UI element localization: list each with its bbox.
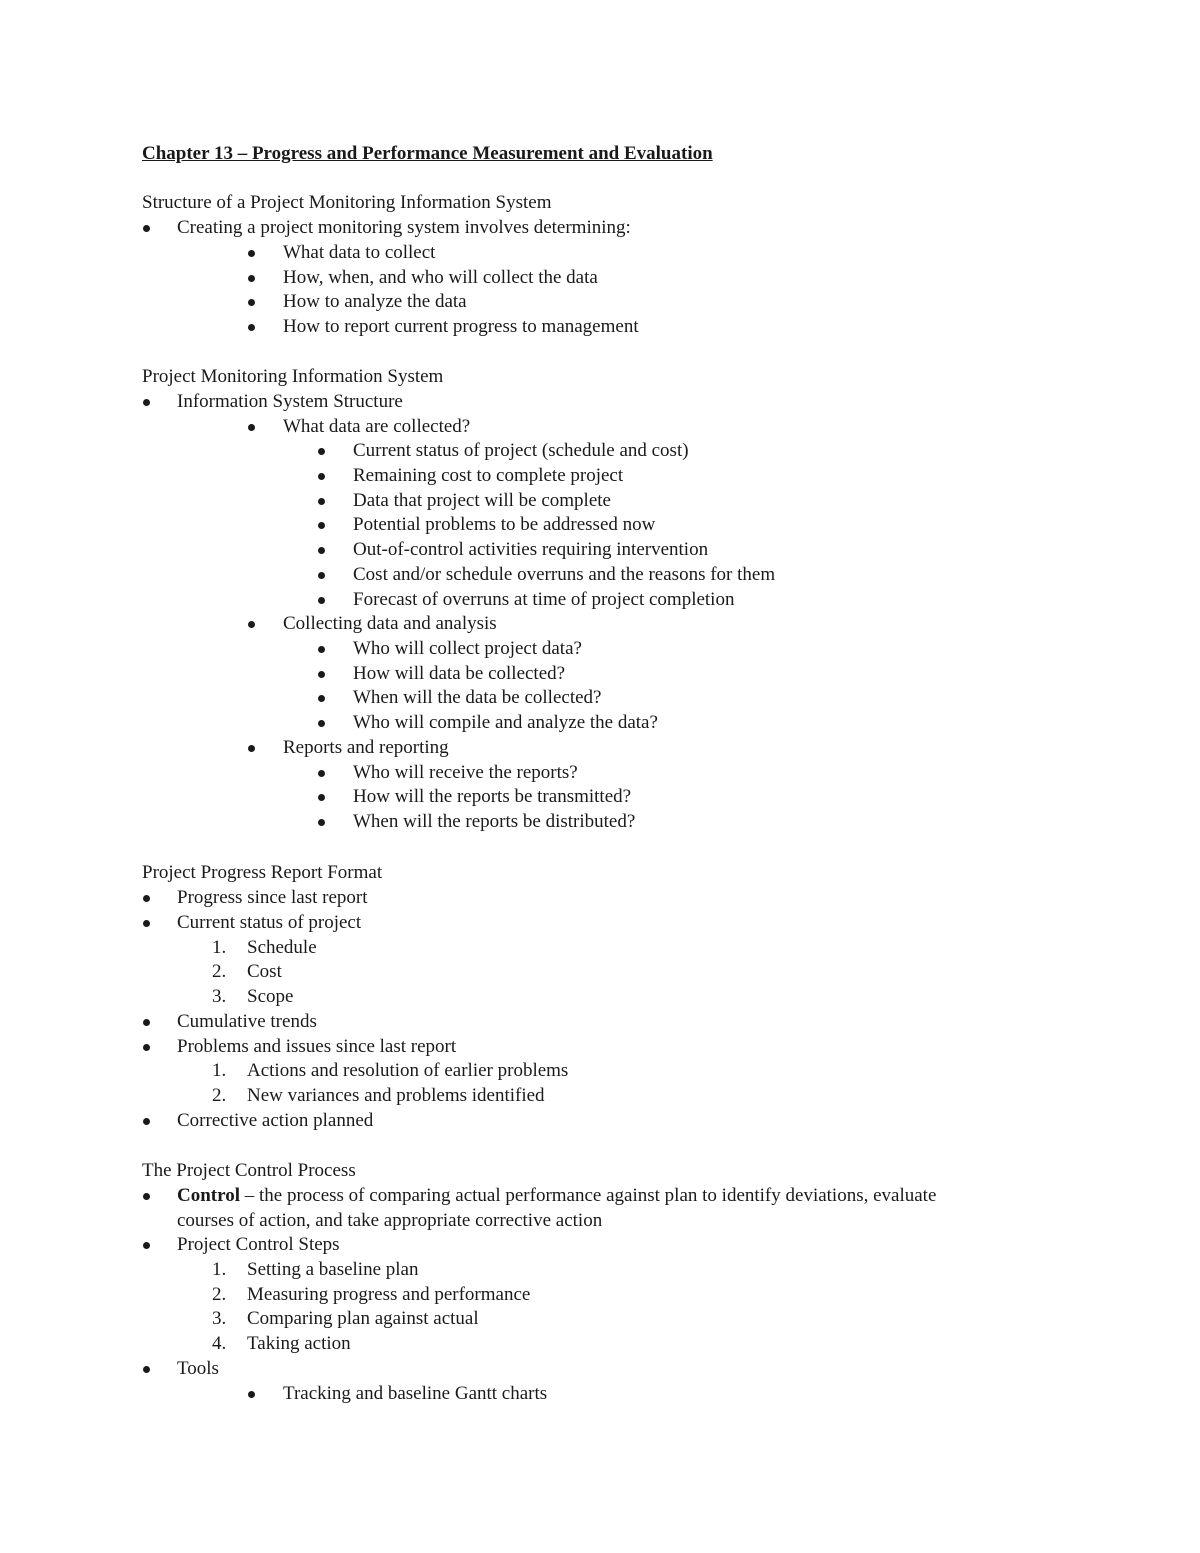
list-item: Actions and resolution of earlier problems (247, 1060, 569, 1081)
bullet-icon (143, 1019, 150, 1026)
list-item: Reports and reporting (283, 737, 449, 758)
list-item (177, 1184, 936, 1208)
section-heading: The Project Control Process (142, 1160, 356, 1181)
bullet-icon (143, 399, 150, 406)
list-item: Measuring progress and performance (247, 1284, 531, 1305)
bullet-icon (248, 250, 255, 257)
list-item: How will the reports be transmitted? (353, 786, 632, 807)
list-number: 1. (212, 1259, 227, 1280)
list-item: Tools (177, 1358, 219, 1379)
bullet-icon (318, 448, 325, 455)
bullet-icon (318, 720, 325, 727)
list-number: 4. (212, 1333, 227, 1354)
list-item: When will the reports be distributed? (353, 811, 636, 832)
list-item: How to analyze the data (283, 291, 467, 312)
bullet-icon (248, 1391, 255, 1398)
bullet-icon (143, 225, 150, 232)
page-title: Chapter 13 – Progress and Performance Measurement and Evaluation (142, 143, 713, 164)
term-control: Control (177, 1185, 240, 1206)
list-item: Who will compile and analyze the data? (353, 712, 658, 733)
list-item: How will data be collected? (353, 663, 566, 684)
bullet-icon (143, 1366, 150, 1373)
list-item: Information System Structure (177, 391, 403, 412)
bullet-icon (143, 1118, 150, 1125)
list-item: What data to collect (283, 242, 436, 263)
bullet-icon (318, 770, 325, 777)
bullet-icon (143, 1242, 150, 1249)
list-item: Current status of project (schedule and cost) (353, 440, 689, 461)
list-item: What data are collected? (283, 416, 471, 437)
list-item: Potential problems to be addressed now (353, 514, 656, 535)
bullet-icon (143, 1044, 150, 1051)
bullet-icon (143, 920, 150, 927)
bullet-icon (248, 621, 255, 628)
bullet-icon (143, 1193, 150, 1200)
list-item: Tracking and baseline Gantt charts (283, 1383, 548, 1404)
list-item: Who will collect project data? (353, 638, 582, 659)
list-number: 1. (212, 937, 227, 958)
list-item: Cost (247, 961, 282, 982)
section-heading: Project Monitoring Information System (142, 366, 444, 387)
bullet-icon (318, 671, 325, 678)
definition-text: – the process of comparing actual performance against plan to identify deviations, evaluate (239, 1185, 937, 1206)
list-number: 2. (212, 961, 227, 982)
list-item: Project Control Steps (177, 1234, 340, 1255)
list-item: Corrective action planned (177, 1110, 374, 1131)
bullet-icon (318, 572, 325, 579)
list-number: 1. (212, 1060, 227, 1081)
list-item: Collecting data and analysis (283, 613, 497, 634)
list-item: Taking action (247, 1333, 351, 1354)
list-number: 3. (212, 1308, 227, 1329)
list-item: Out-of-control activities requiring intervention (353, 539, 709, 560)
list-item: Creating a project monitoring system involves determining: (177, 217, 631, 238)
bullet-icon (318, 794, 325, 801)
bullet-icon (318, 819, 325, 826)
list-item: Data that project will be complete (353, 490, 611, 511)
bullet-icon (318, 597, 325, 604)
list-item: How, when, and who will collect the data (283, 267, 598, 288)
bullet-icon (248, 424, 255, 431)
bullet-icon (248, 324, 255, 331)
list-number: 2. (212, 1284, 227, 1305)
bullet-icon (318, 498, 325, 505)
bullet-icon (318, 547, 325, 554)
list-item: Who will receive the reports? (353, 762, 578, 783)
bullet-icon (248, 745, 255, 752)
bullet-icon (248, 275, 255, 282)
list-item: Comparing plan against actual (247, 1308, 479, 1329)
list-item: Setting a baseline plan (247, 1259, 419, 1280)
bullet-icon (318, 522, 325, 529)
list-number: 2. (212, 1085, 227, 1106)
list-item: Progress since last report (177, 887, 368, 908)
list-item: When will the data be collected? (353, 687, 602, 708)
list-item: Current status of project (177, 912, 362, 933)
list-item: Cost and/or schedule overruns and the reasons for them (353, 564, 776, 585)
list-item: Remaining cost to complete project (353, 465, 624, 486)
list-item: New variances and problems identified (247, 1085, 545, 1106)
list-number: 3. (212, 986, 227, 1007)
list-item: Forecast of overruns at time of project completion (353, 589, 735, 610)
section-heading: Project Progress Report Format (142, 862, 383, 883)
list-item: Scope (247, 986, 294, 1007)
list-item: How to report current progress to management (283, 316, 639, 337)
section-heading: Structure of a Project Monitoring Information System (142, 192, 552, 213)
list-item-continuation: courses of action, and take appropriate corrective action (177, 1210, 603, 1231)
bullet-icon (248, 299, 255, 306)
bullet-icon (318, 646, 325, 653)
list-item: Problems and issues since last report (177, 1036, 457, 1057)
bullet-icon (143, 895, 150, 902)
list-item: Cumulative trends (177, 1011, 317, 1032)
bullet-icon (318, 473, 325, 480)
list-item: Schedule (247, 937, 317, 958)
bullet-icon (318, 695, 325, 702)
